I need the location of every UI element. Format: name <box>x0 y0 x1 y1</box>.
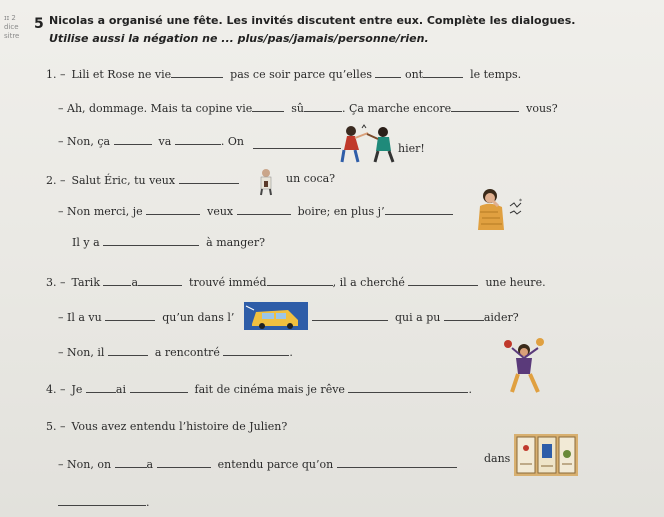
text: Lili et Rose ne vie <box>71 68 172 81</box>
blank-field[interactable] <box>179 172 239 184</box>
juggler-illustration <box>500 338 550 394</box>
blank-field[interactable] <box>375 66 401 78</box>
text: – Non, on <box>58 458 112 471</box>
blank-field[interactable] <box>175 133 221 145</box>
text: ont <box>404 68 424 81</box>
dialogue-5-line-1 <box>46 420 287 433</box>
blank-field[interactable] <box>267 274 333 286</box>
dialogue-5-line-3: . <box>58 494 150 509</box>
text: vous? <box>526 102 558 115</box>
text: qui a pu <box>395 311 441 324</box>
margin-note-line: sitre <box>4 32 20 40</box>
blank-field[interactable] <box>103 234 199 246</box>
dialogue-2-line-2 <box>58 203 453 218</box>
dialogue-1-line-3 <box>58 133 244 148</box>
blank-field[interactable] <box>171 66 223 78</box>
dialogue-2-line-1 <box>46 172 239 187</box>
blank-field[interactable] <box>114 133 152 145</box>
dialogue-1-line-2 <box>58 100 558 115</box>
blank-field[interactable] <box>348 381 468 393</box>
shop-scene-illustration <box>514 434 578 476</box>
blank-field[interactable] <box>444 309 484 321</box>
text: , il a cherché <box>332 276 405 289</box>
item-number: 5. – <box>46 420 66 433</box>
blank-field[interactable] <box>115 456 147 468</box>
text: – Ah, dommage. Mais ta copine vie <box>58 102 253 115</box>
text: un coca? <box>286 172 336 185</box>
dialogue-3-line-1 <box>46 274 546 289</box>
text: une heure. <box>485 276 546 289</box>
exercise-number: 5 <box>34 16 44 32</box>
text: a <box>131 276 139 289</box>
margin-note-line: ɪɪ 2 <box>4 14 16 22</box>
blank-field[interactable] <box>312 309 388 321</box>
svg-text:*: * <box>519 198 522 205</box>
text: fait de cinéma mais je rêve <box>194 383 345 396</box>
text: ai <box>115 383 126 396</box>
text: sû <box>291 102 305 115</box>
text: Salut Éric, tu veux <box>71 174 176 187</box>
car-illustration <box>244 302 308 330</box>
text: hier! <box>398 142 425 155</box>
blank-field[interactable] <box>337 456 457 468</box>
text: boire; en plus j’ <box>297 205 385 218</box>
text: va <box>158 135 172 148</box>
text: dans <box>484 452 511 465</box>
dialogue-4-line-1: 4. – Je ai fait de cinéma mais je rêve . <box>46 383 472 396</box>
blank-field[interactable] <box>253 148 341 149</box>
dialogue-3-line-2 <box>58 309 234 324</box>
blank-field[interactable] <box>138 274 182 286</box>
sick-person-illustration <box>472 186 530 232</box>
blank-field[interactable] <box>130 381 188 393</box>
item-number: 1. – <box>46 68 66 81</box>
text: a rencontré <box>154 346 220 359</box>
text: le temps. <box>470 68 522 81</box>
text: – Il a vu <box>58 311 102 324</box>
dialogue-2-line-3 <box>72 234 265 249</box>
text: Je <box>71 383 83 396</box>
text: Tarik <box>71 276 100 289</box>
blank-field[interactable] <box>86 381 116 393</box>
instruction-line-1: Nicolas a organisé une fête. Les invités discutent entre eux. Complète les dialogues. <box>49 14 576 27</box>
blank-field[interactable] <box>304 100 342 112</box>
text: . Ça marche encore <box>342 102 452 115</box>
instruction-line-2: Utilise aussi la négation ne ... plus/pas/jamais/personne/rien. <box>49 32 429 45</box>
blank-field[interactable] <box>103 274 131 286</box>
item-number: 4. – <box>46 383 66 396</box>
text: – Non, ça <box>58 135 111 148</box>
text: Il y a <box>72 236 100 249</box>
text: – Non, il <box>58 346 105 359</box>
blank-field[interactable] <box>223 344 289 356</box>
text: aider? <box>483 311 519 324</box>
text: . On <box>220 135 244 148</box>
blank-field[interactable] <box>157 456 211 468</box>
blank-field[interactable] <box>385 203 453 215</box>
item-number: 3. – <box>46 276 66 289</box>
item-number: 2. – <box>46 174 66 187</box>
text: à manger? <box>206 236 265 249</box>
text: qu’un dans l’ <box>162 311 235 324</box>
dialogue-3-line-3: – Non, il a rencontré . <box>58 346 293 359</box>
margin-note <box>4 14 19 41</box>
text: a <box>146 458 154 471</box>
blank-field[interactable] <box>252 100 284 112</box>
blank-field[interactable] <box>237 203 291 215</box>
dialogue-5-line-2 <box>58 456 457 471</box>
text: pas ce soir parce qu’elles <box>230 68 372 81</box>
text: entendu parce qu’on <box>217 458 334 471</box>
dancing-couple-illustration <box>338 124 400 164</box>
blank-field[interactable] <box>58 494 146 506</box>
blank-field[interactable] <box>423 66 463 78</box>
text: trouvé imméd <box>189 276 267 289</box>
blank-field[interactable] <box>451 100 519 112</box>
text: veux <box>207 205 234 218</box>
blank-field[interactable] <box>146 203 200 215</box>
blank-field[interactable] <box>105 309 155 321</box>
dialogue-3-line-2b <box>312 309 519 324</box>
text: – Non merci, je <box>58 205 143 218</box>
dialogue-1-line-1 <box>46 66 521 81</box>
margin-note-line: dice <box>4 23 19 31</box>
drink-person-illustration <box>255 168 277 196</box>
text: Vous avez entendu l’histoire de Julien? <box>71 420 288 433</box>
blank-field[interactable] <box>408 274 478 286</box>
blank-field[interactable] <box>108 344 148 356</box>
